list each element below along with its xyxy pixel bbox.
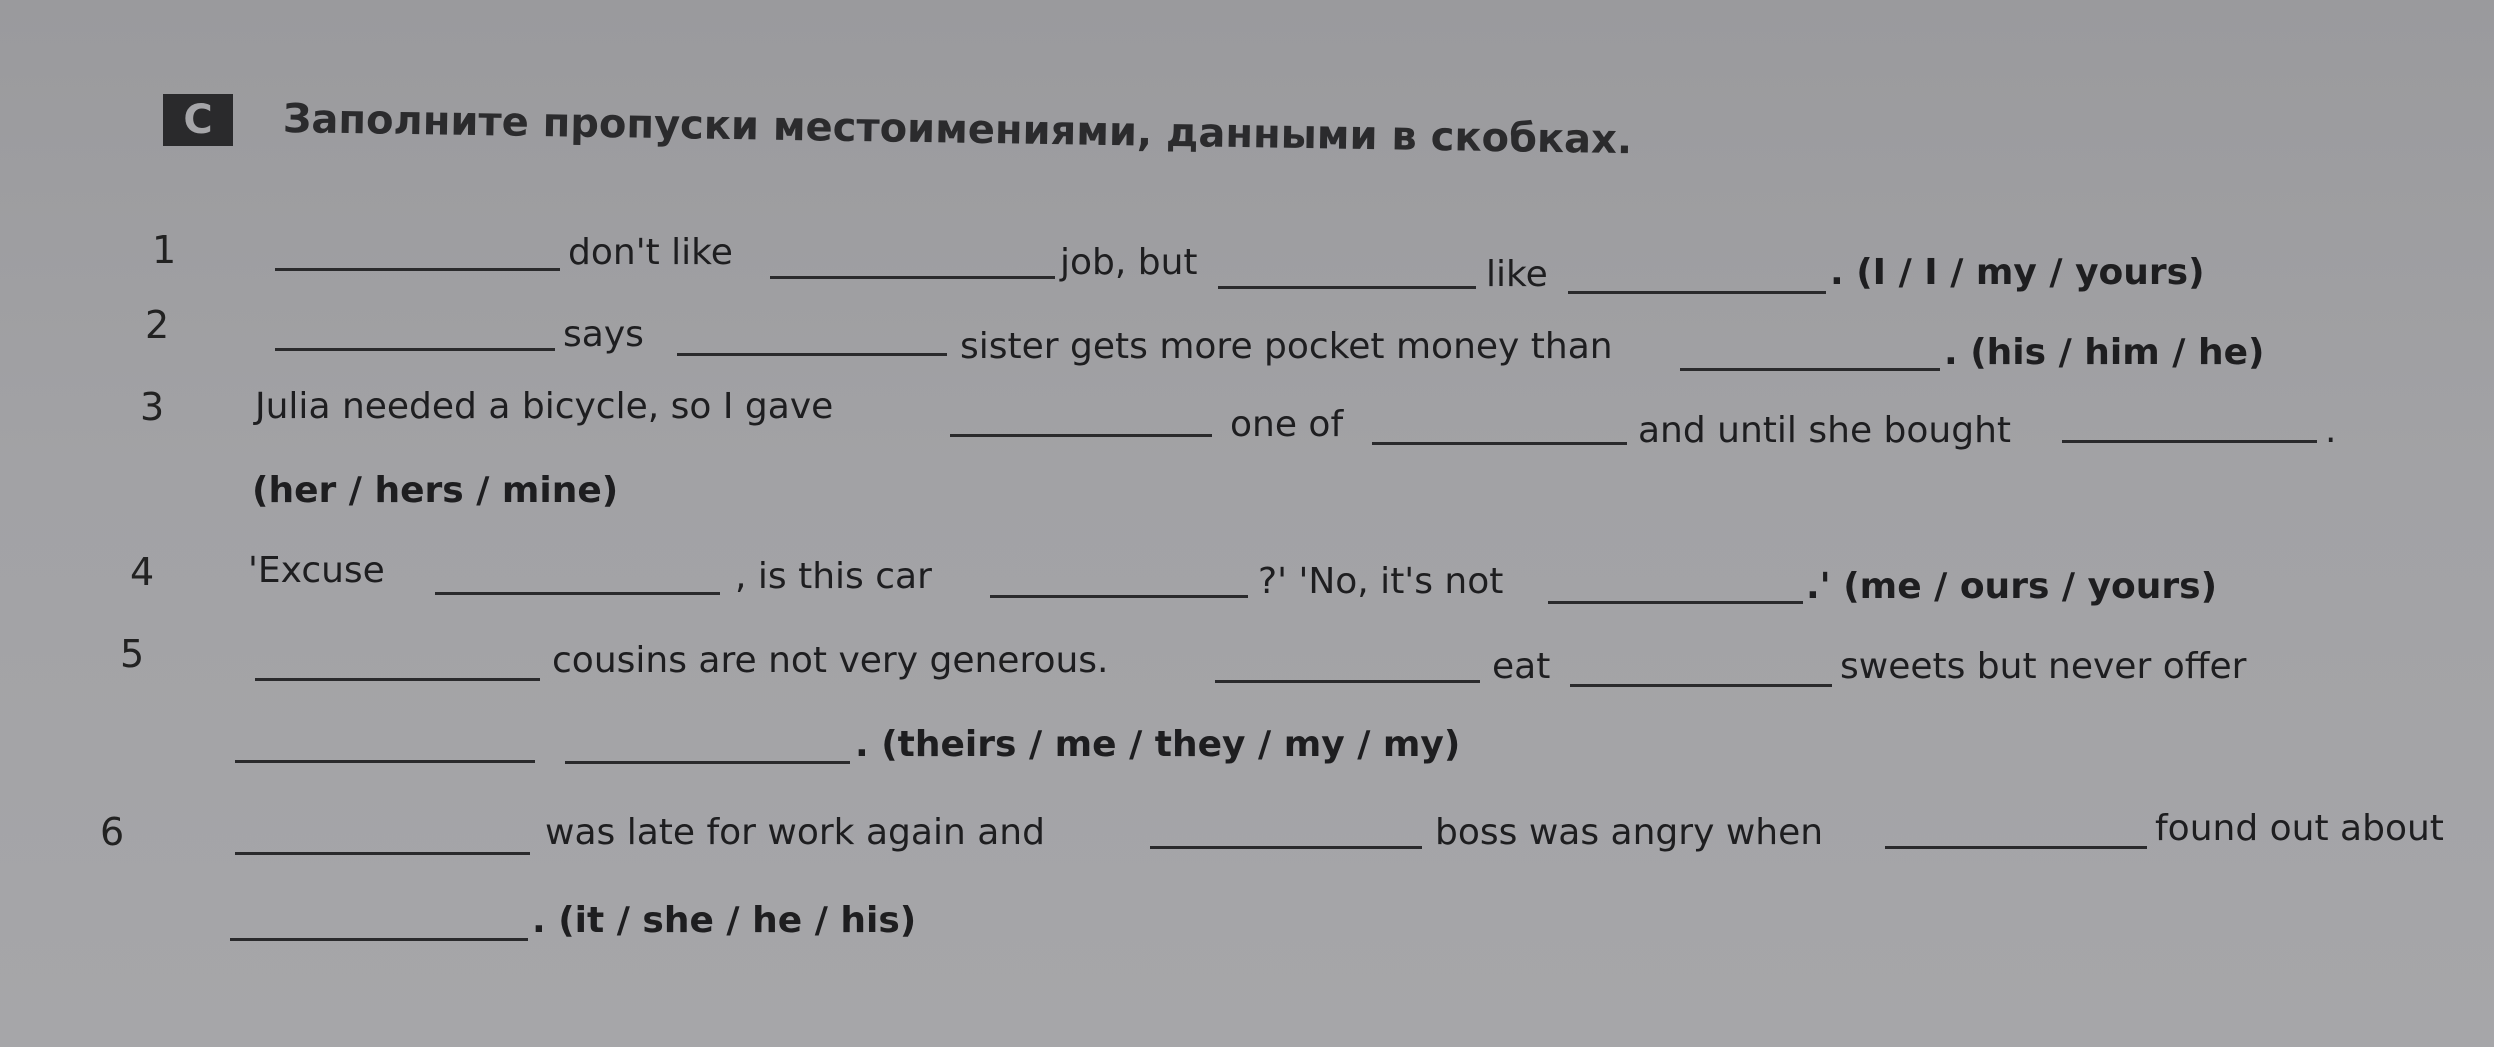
answer-blank[interactable] [950, 434, 1212, 437]
exercise-number: 1 [152, 228, 177, 272]
pronoun-options: . (theirs / me / they / my / my) [855, 724, 1461, 765]
exercise-text: cousins are not very generous. [552, 640, 1109, 681]
pronoun-options: . (it / she / he / his) [532, 900, 917, 941]
exercise-text: was late for work again and [545, 812, 1045, 853]
exercise-text: . [2325, 410, 2337, 451]
exercise-text: like [1486, 254, 1548, 295]
answer-blank[interactable] [1215, 680, 1480, 683]
answer-blank[interactable] [275, 268, 560, 271]
exercise-text: one of [1230, 404, 1344, 445]
pronoun-options: .' (me / ours / yours) [1806, 566, 2218, 607]
answer-blank[interactable] [235, 852, 530, 855]
answer-blank[interactable] [255, 678, 540, 681]
answer-blank[interactable] [990, 595, 1248, 598]
answer-blank[interactable] [1568, 291, 1826, 294]
pronoun-options: . (his / him / he) [1944, 332, 2265, 373]
exercise-text: boss was angry when [1435, 812, 1824, 853]
exercise-text: , is this car [735, 556, 932, 597]
exercise-text: sweets but never offer [1840, 646, 2247, 687]
exercise-text: ?' 'No, it's not [1258, 561, 1504, 602]
exercise-number: 6 [100, 810, 125, 854]
exercise-instructions: Заполните пропуски местоимениями, данными в скобках. [282, 96, 1633, 164]
exercise-number: 3 [140, 385, 165, 429]
answer-blank[interactable] [1570, 684, 1832, 687]
exercise-text: found out about [2155, 808, 2444, 849]
answer-blank[interactable] [275, 348, 555, 351]
exercise-text: don't like [568, 232, 733, 273]
exercise-text: job, but [1060, 242, 1198, 283]
answer-blank[interactable] [1548, 601, 1803, 604]
pronoun-options: (her / hers / mine) [252, 470, 619, 511]
exercise-text: sister gets more pocket money than [960, 326, 1613, 367]
answer-blank[interactable] [770, 276, 1055, 279]
exercise-text: 'Excuse [248, 550, 385, 591]
exercise-number: 4 [130, 550, 155, 594]
answer-blank[interactable] [1885, 846, 2147, 849]
answer-blank[interactable] [2062, 440, 2317, 443]
exercise-text: says [563, 314, 644, 355]
answer-blank[interactable] [435, 592, 720, 595]
answer-blank[interactable] [1680, 368, 1940, 371]
answer-blank[interactable] [235, 760, 535, 763]
answer-blank[interactable] [565, 761, 850, 764]
exercise-number: 2 [145, 303, 170, 347]
exercise-text: eat [1492, 646, 1551, 687]
section-badge: C [163, 94, 233, 146]
exercise-text: and until she bought [1638, 410, 2012, 451]
exercise-number: 5 [120, 632, 145, 676]
answer-blank[interactable] [1372, 442, 1627, 445]
pronoun-options: . (I / I / my / yours) [1830, 252, 2205, 293]
answer-blank[interactable] [230, 938, 528, 941]
answer-blank[interactable] [677, 353, 947, 356]
exercise-text: Julia needed a bicycle, so I gave [255, 386, 834, 427]
answer-blank[interactable] [1218, 286, 1476, 289]
answer-blank[interactable] [1150, 846, 1422, 849]
